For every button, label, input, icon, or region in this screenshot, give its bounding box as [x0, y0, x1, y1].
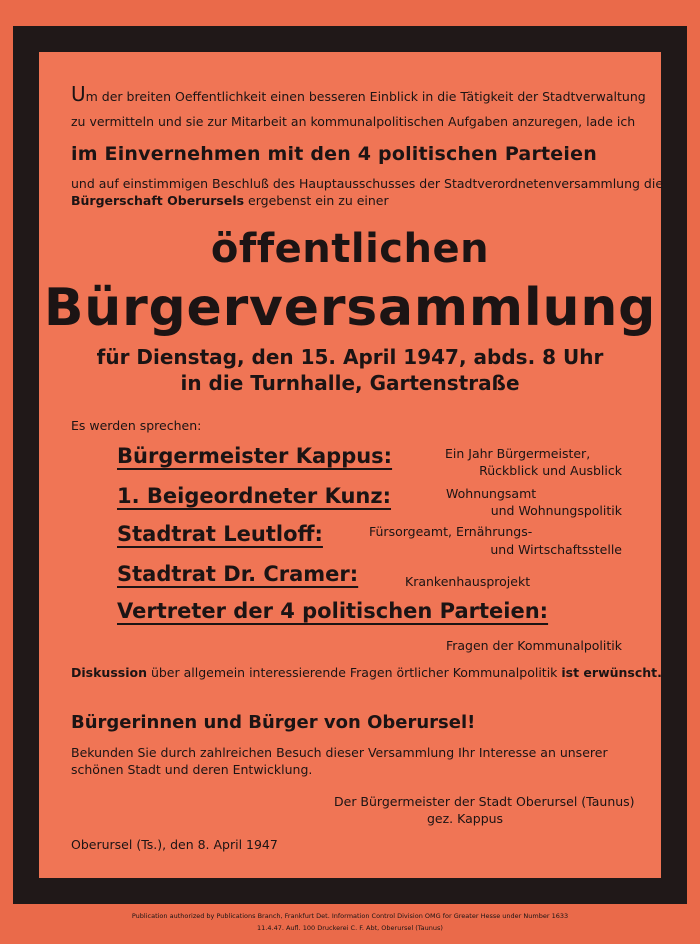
- speaker-topic-cramer-1: Krankenhausprojekt: [405, 574, 531, 589]
- intro-bürgerschaft: Bürgerschaft Oberursels: [71, 193, 245, 208]
- speaker-topic-kappus-1: Ein Jahr Bürgermeister,: [445, 446, 591, 461]
- heading-line-2: Bürgerversammlung: [43, 278, 657, 338]
- speakers-intro: Es werden sprechen:: [71, 418, 202, 433]
- discussion-line: [71, 665, 662, 680]
- speaker-topic-leutloff-1: Fürsorgeamt, Ernährungs-: [369, 524, 533, 539]
- speaker-name-kappus: Bürgermeister Kappus:: [117, 444, 393, 468]
- speaker-name-kunz: 1. Beigeordneter Kunz:: [117, 484, 392, 508]
- speaker-topic-kappus-2: Rückblick und Ausblick: [479, 463, 622, 478]
- event-venue-line: in die Turnhalle, Gartenstraße: [180, 371, 520, 395]
- appeal-heading: Bürgerinnen und Bürger von Oberursel!: [71, 712, 476, 733]
- intro-emphasis: im Einvernehmen mit den 4 politischen Parteien: [71, 143, 597, 165]
- signature-title: Der Bürgermeister der Stadt Oberursel (Taunus): [334, 794, 635, 809]
- event-date-line: für Dienstag, den 15. April 1947, abds. 8 Uhr: [96, 345, 604, 369]
- intro-line-1: [71, 82, 646, 106]
- place-date: Oberursel (Ts.), den 8. April 1947: [71, 837, 278, 852]
- discussion-middle: über allgemein interessierende Fragen örtlicher Kommunalpolitik: [146, 665, 562, 680]
- discussion-wanted: erwünscht.: [579, 665, 662, 680]
- speaker-name-cramer: Stadtrat Dr. Cramer:: [117, 562, 359, 586]
- heading-line-1: öffentlichen: [210, 226, 490, 272]
- closing-paragraph: Bekunden Sie durch zahlreichen Besuch dieser Versammlung Ihr Interesse an unserer schönen Stadt und deren Entwicklung.: [71, 745, 608, 777]
- intro-line-2: zu vermitteln und sie zur Mitarbeit an kommunalpolitischen Aufgaben anzuregen, lade ich: [71, 114, 636, 129]
- speaker-name-leutloff: Stadtrat Leutloff:: [117, 522, 323, 546]
- intro-line-5-text: ergebenst ein zu einer: [244, 193, 389, 208]
- speaker-topic-leutloff-2: und Wirtschaftsstelle: [490, 542, 622, 557]
- discussion-label: Diskussion: [71, 665, 147, 680]
- intro-initial-letter: U: [71, 82, 86, 106]
- footer-line-1: Publication authorized by Publications Branch, Frankfurt Det. Information Control Division OMG for Greater Hesse under Number 1633: [131, 912, 569, 920]
- signature-name: gez. Kappus: [427, 811, 504, 826]
- speaker-name-parteien: Vertreter der 4 politischen Parteien:: [117, 599, 549, 623]
- footer-line-2: 11.4.47. Aufl. 100 Druckerei C. F. Abt, Oberursel (Taunus): [257, 924, 443, 932]
- discussion-ist: ist: [561, 665, 580, 680]
- speaker-topic-kunz-2: und Wohnungspolitik: [490, 503, 622, 518]
- intro-line-5: [71, 193, 389, 209]
- intro-line-4: und auf einstimmigen Beschluß des Hauptausschusses der Stadtverordnetenversammlung die: [71, 176, 664, 191]
- speaker-topic-parteien-1: Fragen der Kommunalpolitik: [445, 638, 622, 653]
- speaker-topic-kunz-1: Wohnungsamt: [446, 486, 537, 501]
- intro-line-1-text: m der breiten Oeffentlichkeit einen besseren Einblick in die Tätigkeit der Stadtverwaltung: [85, 89, 646, 104]
